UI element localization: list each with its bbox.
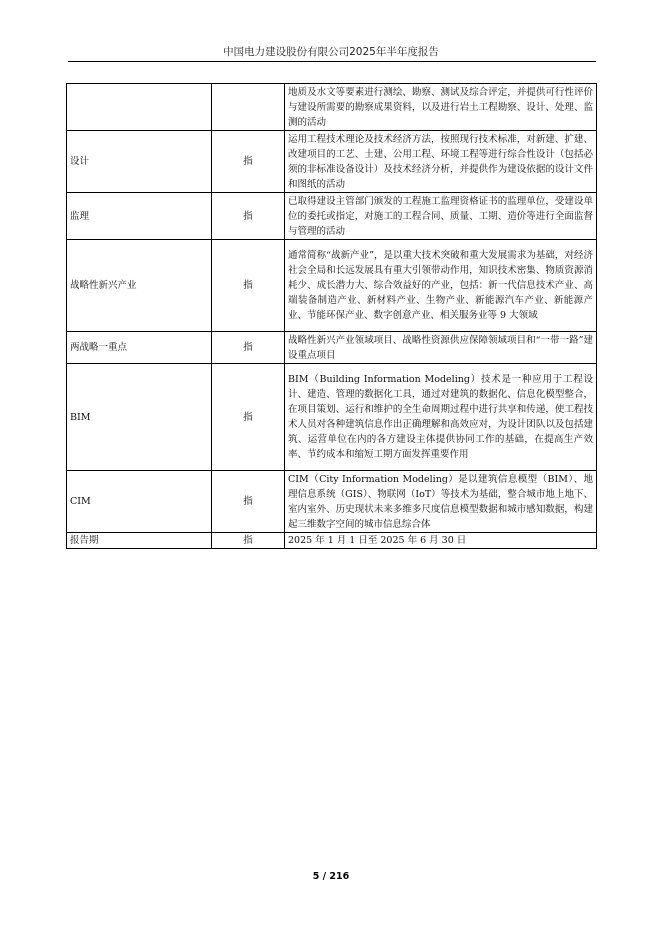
page-header: 中国电力建设股份有限公司2025年半年度报告 xyxy=(223,46,439,58)
definition-cell: BIM（Building Information Modeling）技术是一种应用于工程设计、建造、管理的数据化工具，通过对建筑的数据化、信息化模型整合，在项目策划、运行和维护的全生命周期过程中进行共享和传递，使工程技术人员对各种建筑信息作出正确理解和高效应对，为设计团队以及包括建筑、运营单位在内的各方建设主体提供协同工作的基础，在提高生产效率、节约成本和缩短工期方面发挥重要作用 xyxy=(285,364,597,471)
table-row xyxy=(67,193,597,240)
table-row xyxy=(67,471,597,533)
reference-cell: 指 xyxy=(212,533,285,549)
table-row xyxy=(67,364,597,471)
definition-cell: 已取得建设主管部门颁发的工程施工监理资格证书的监理单位，受建设单位的委托或指定，对施工的工程合同、质量、工期、造价等进行全面监督与管理的活动 xyxy=(285,193,597,240)
header-divider xyxy=(68,61,596,62)
table-row xyxy=(67,533,597,549)
reference-cell: 指 xyxy=(212,193,285,240)
reference-cell: 指 xyxy=(212,240,285,332)
definition-cell: CIM（City Information Modeling）是以建筑信息模型（BIM）、地理信息系统（GIS）、物联网（IoT）等技术为基础，整合城市地上地下、室内室外、历史现状未来多维多尺度信息模型数据和城市感知数据，构建起三维数字空间的城市信息综合体 xyxy=(285,471,597,533)
reference-cell: 指 xyxy=(212,131,285,193)
page-number: 5 / 216 xyxy=(312,871,350,882)
term-cell: 战略性新兴产业 xyxy=(67,240,212,332)
definition-cell: 运用工程技术理论及技术经济方法，按照现行技术标准，对新建、扩建、改建项目的工艺、土建、公用工程、环境工程等进行综合性设计（包括必须的非标准设备设计）及技术经济分析，并提供作为建设依据的设计文件和图纸的活动 xyxy=(285,131,597,193)
definition-cell: 2025 年 1 月 1 日至 2025 年 6 月 30 日 xyxy=(285,533,597,549)
term-cell: 设计 xyxy=(67,131,212,193)
definition-cell: 战略性新兴产业领域项目、战略性资源供应保障领域项目和“一带一路”建设重点项目 xyxy=(285,332,597,364)
term-cell: BIM xyxy=(67,364,212,471)
reference-cell: 指 xyxy=(212,332,285,364)
table-row xyxy=(67,332,597,364)
definition-cell: 通常简称“战新产业”，是以重大技术突破和重大发展需求为基础，对经济社会全局和长远发展具有重大引领带动作用，知识技术密集、物质资源消耗少、成长潜力大、综合效益好的产业，包括：新一代信息技术产业、高端装备制造产业、新材料产业、生物产业、新能源汽车产业、新能源产业、节能环保产业、数字创意产业、相关服务业等 9 大领域 xyxy=(285,240,597,332)
definition-cell: 地质及水文等要素进行测绘、勘察、测试及综合评定，并提供可行性评价与建设所需要的勘察成果资料，以及进行岩土工程勘察、设计、处理、监测的活动 xyxy=(285,84,597,131)
table-row xyxy=(67,240,597,332)
table-row xyxy=(67,131,597,193)
term-cell: 两战略一重点 xyxy=(67,332,212,364)
term-cell xyxy=(67,84,212,131)
reference-cell: 指 xyxy=(212,471,285,533)
reference-cell: 指 xyxy=(212,364,285,471)
table-row xyxy=(67,84,597,131)
term-cell: 报告期 xyxy=(67,533,212,549)
reference-cell xyxy=(212,84,285,131)
term-cell: CIM xyxy=(67,471,212,533)
glossary-table xyxy=(66,83,597,549)
term-cell: 监理 xyxy=(67,193,212,240)
